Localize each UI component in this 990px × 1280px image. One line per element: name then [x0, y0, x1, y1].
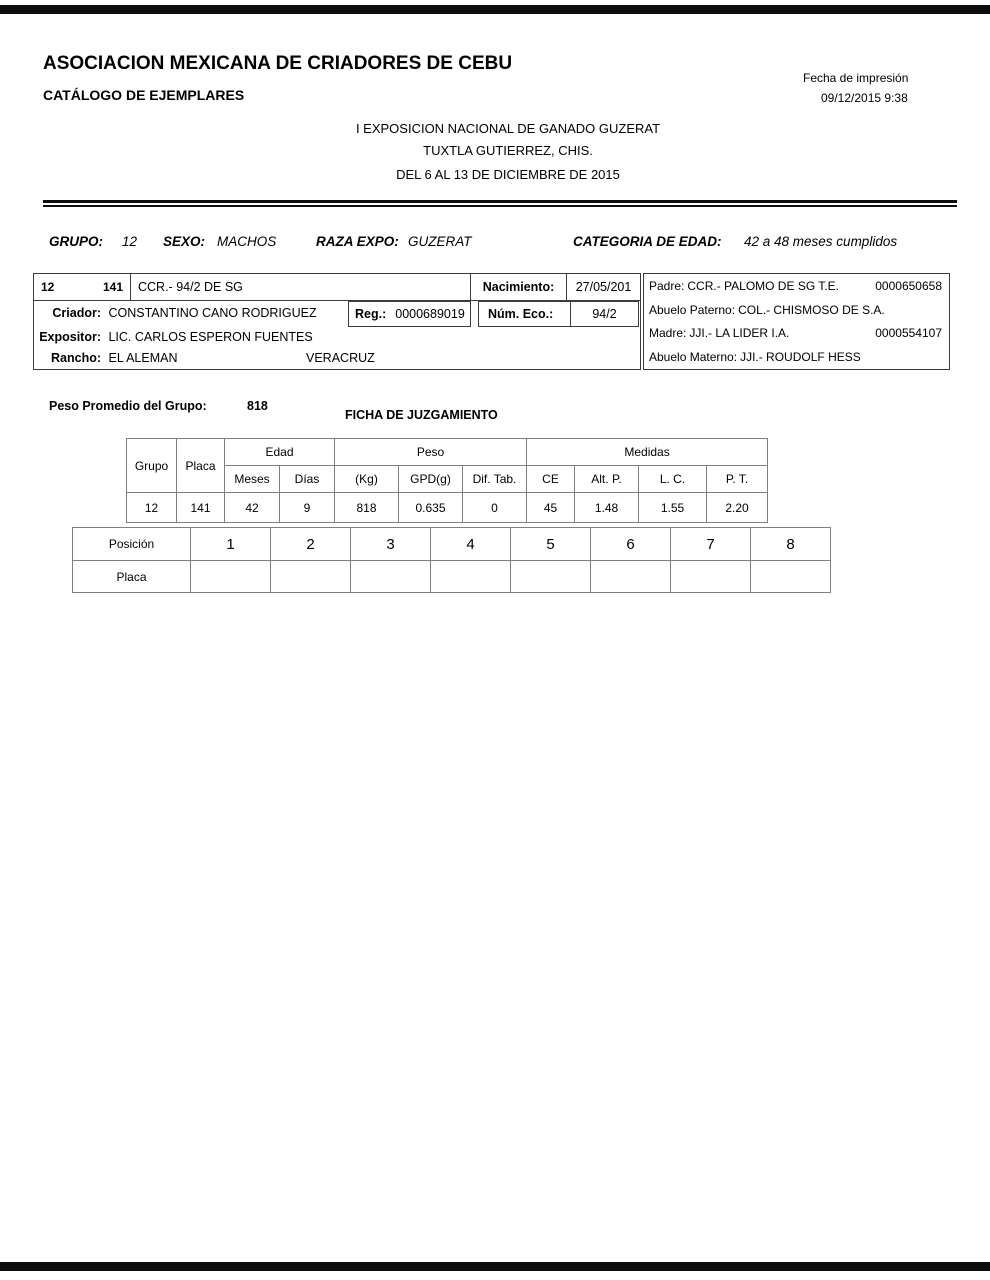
rancho-row: [34, 351, 640, 365]
animal-info-box: [33, 273, 641, 370]
col-header-alt-p: Alt. P.: [575, 466, 639, 493]
posicion-number-2: 2: [271, 528, 351, 561]
posicion-number-3: 3: [351, 528, 431, 561]
col-header-dias: Días: [280, 466, 335, 493]
num-eco-value: 94/2: [592, 307, 617, 321]
madre-label: Madre:: [649, 326, 687, 341]
cell-meses: 42: [225, 493, 280, 523]
madre-row: [649, 326, 942, 340]
placa-cell-1: [191, 561, 271, 593]
posicion-number-4: 4: [431, 528, 511, 561]
col-header-kg: (Kg): [335, 466, 399, 493]
posicion-number-7: 7: [671, 528, 751, 561]
num-eco-label: Núm. Eco.:: [479, 302, 571, 326]
animal-name-cell: CCR.- 94/2 DE SG: [131, 274, 471, 300]
ficha-table: [126, 438, 768, 523]
animal-header-row: [34, 274, 640, 301]
placa-cell-4: [431, 561, 511, 593]
abuelo-materno-label: Abuelo Materno:: [649, 349, 738, 364]
pedigree-box: [643, 273, 950, 370]
padre-value: CCR.- PALOMO DE SG T.E.: [687, 279, 839, 293]
placa-cell-8: [751, 561, 831, 593]
reg-label: Reg.:: [355, 307, 387, 321]
cell-gpd: 0.635: [399, 493, 463, 523]
col-header-meses: Meses: [225, 466, 280, 493]
rule-thick-line: [43, 200, 957, 203]
madre-value: JJI.- LA LIDER I.A.: [689, 326, 790, 341]
print-date-value: 09/12/2015 9:38: [821, 91, 908, 105]
posicion-number-1: 1: [191, 528, 271, 561]
placa-cell-6: [591, 561, 671, 593]
span-header-medidas: Medidas: [527, 439, 768, 466]
posicion-row-label: Posición: [73, 528, 191, 561]
abuelo-materno-value: JJI.- ROUDOLF HESS: [740, 349, 861, 364]
cell-l-c: 1.55: [639, 493, 707, 523]
padre-label: Padre:: [649, 279, 685, 293]
rule-thin-line: [43, 205, 957, 207]
nacimiento-label: Nacimiento:: [471, 274, 567, 300]
criador-value: CONSTANTINO CANO RODRIGUEZ: [108, 306, 317, 320]
col-header-gpd: GPD(g): [399, 466, 463, 493]
rancho-value: EL ALEMAN: [108, 351, 178, 365]
expositor-label: Expositor:: [39, 330, 101, 344]
bottom-rule-bar: [0, 1262, 990, 1271]
print-date-label: Fecha de impresión: [803, 71, 909, 85]
posicion-number-5: 5: [511, 528, 591, 561]
placa-row: [73, 561, 831, 593]
animal-grupo-number: 12: [41, 280, 55, 294]
catalog-subtitle: CATÁLOGO DE EJEMPLARES: [43, 87, 245, 103]
placa-cell-2: [271, 561, 351, 593]
criador-line: [34, 306, 317, 320]
placa-row-label: Placa: [73, 561, 191, 593]
abuelo-materno-row: [649, 350, 942, 364]
placa-cell-3: [351, 561, 431, 593]
estado-value: VERACRUZ: [306, 351, 375, 365]
posicion-row: [73, 528, 831, 561]
categoria-edad-value: 42 a 48 meses cumplidos: [744, 234, 898, 249]
animal-ids-cell: [34, 274, 131, 300]
cell-grupo: 12: [127, 493, 177, 523]
cell-dias: 9: [280, 493, 335, 523]
abuelo-paterno-label: Abuelo Paterno:: [649, 302, 736, 317]
rancho-label: Rancho:: [51, 351, 101, 365]
cell-p-t: 2.20: [707, 493, 768, 523]
reg-cell: [348, 301, 471, 327]
span-header-peso: Peso: [335, 439, 527, 466]
ficha-data-row: [127, 493, 768, 523]
col-header-ce: CE: [527, 466, 575, 493]
padre-reg-number: 0000650658: [875, 279, 942, 293]
placa-cell-7: [671, 561, 751, 593]
ficha-header-row-1: [127, 439, 768, 466]
abuelo-materno-line: [649, 350, 861, 364]
abuelo-paterno-row: [649, 303, 942, 317]
grupo-value: 12: [122, 234, 138, 249]
top-rule-bar: [0, 5, 990, 14]
posicion-number-8: 8: [751, 528, 831, 561]
madre-line: [649, 326, 789, 340]
col-header-l-c: L. C.: [639, 466, 707, 493]
expositor-value: LIC. CARLOS ESPERON FUENTES: [108, 330, 313, 344]
reg-value: 0000689019: [395, 307, 465, 321]
cell-alt-p: 1.48: [575, 493, 639, 523]
sexo-value: MACHOS: [217, 234, 277, 249]
padre-line: [649, 279, 839, 293]
col-header-grupo: Grupo: [127, 439, 177, 493]
abuelo-paterno-line: [649, 303, 885, 317]
criador-label: Criador:: [52, 306, 101, 320]
sexo-label: SEXO:: [163, 234, 206, 249]
span-header-edad: Edad: [225, 439, 335, 466]
association-title: ASOCIACION MEXICANA DE CRIADORES DE CEBU: [43, 53, 513, 74]
placa-cell-5: [511, 561, 591, 593]
event-dates: DEL 6 AL 13 DE DICIEMBRE DE 2015: [396, 167, 620, 182]
grupo-label: GRUPO:: [49, 234, 103, 249]
num-eco-cell: [478, 301, 639, 327]
col-header-p-t: P. T.: [707, 466, 768, 493]
abuelo-paterno-value: COL.- CHISMOSO DE S.A.: [738, 302, 885, 317]
peso-promedio-label: Peso Promedio del Grupo:: [49, 399, 207, 413]
cell-kg: 818: [335, 493, 399, 523]
cell-dif-tab: 0: [463, 493, 527, 523]
posicion-number-6: 6: [591, 528, 671, 561]
madre-reg-number: 0000554107: [875, 326, 942, 341]
posicion-table: [72, 527, 831, 593]
animal-placa-number: 141: [102, 280, 123, 294]
raza-expo-value: GUZERAT: [408, 234, 472, 249]
ficha-title: FICHA DE JUZGAMIENTO: [345, 408, 498, 422]
expositor-row: [34, 330, 313, 344]
nacimiento-value: 27/05/201: [575, 280, 632, 294]
cell-placa: 141: [177, 493, 225, 523]
double-rule: [43, 200, 957, 207]
categoria-edad-label: CATEGORIA DE EDAD:: [573, 234, 722, 249]
peso-promedio-value: 818: [247, 399, 268, 413]
col-header-placa: Placa: [177, 439, 225, 493]
event-name: I EXPOSICION NACIONAL DE GANADO GUZERAT: [355, 121, 661, 136]
event-location: TUXTLA GUTIERREZ, CHIS.: [423, 143, 593, 158]
cell-ce: 45: [527, 493, 575, 523]
col-header-dif-tab: Dif. Tab.: [463, 466, 527, 493]
raza-expo-label: RAZA EXPO:: [316, 234, 399, 249]
criador-row: [34, 301, 640, 327]
padre-row: [649, 279, 942, 293]
